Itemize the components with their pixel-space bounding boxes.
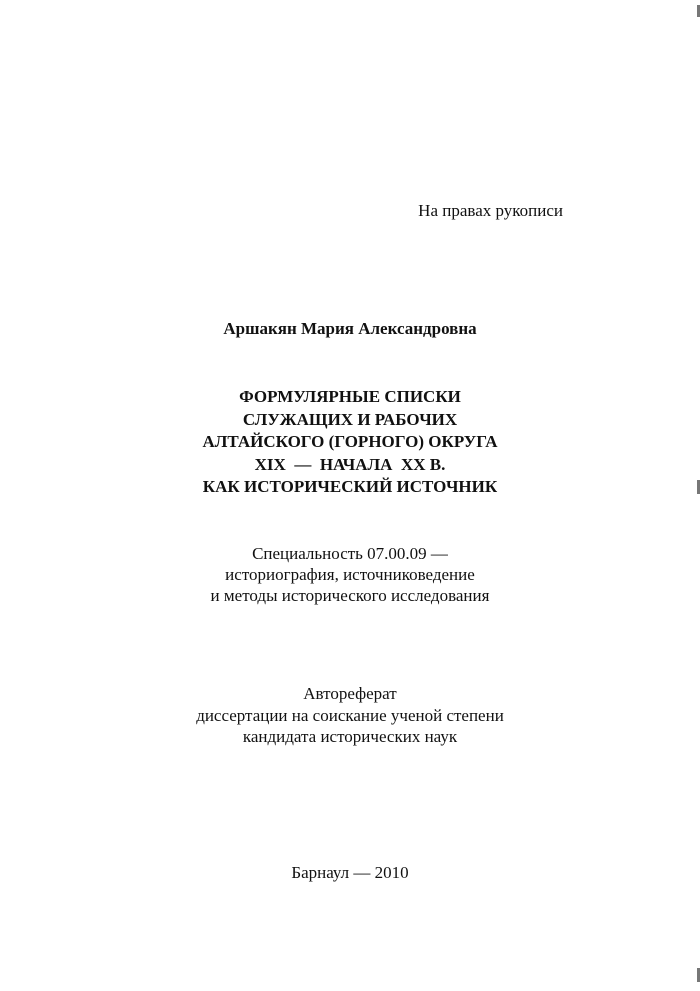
manuscript-note: На правах рукописи (418, 201, 563, 220)
specialty-line: Специальность 07.00.09 — (252, 544, 448, 563)
place-year: Барнаул — 2010 (291, 863, 409, 882)
author-name: Аршакян Мария Александровна (223, 319, 477, 338)
title-line: СЛУЖАЩИХ И РАБОЧИХ (242, 409, 458, 429)
title-line: КАК ИСТОРИЧЕСКИЙ ИСТОЧНИК (202, 477, 498, 496)
specialty-line: историография, источниковедение (225, 565, 475, 584)
title-line: XIX — НАЧАЛА XX В. (254, 454, 446, 474)
specialty-block (0, 543, 700, 606)
abstract-line: кандидата исторических наук (242, 727, 458, 746)
title-line: АЛТАЙСКОГО (ГОРНОГО) ОКРУГА (202, 432, 498, 451)
abstract-line: диссертации на соискание ученой степени (196, 705, 504, 725)
title-line: ФОРМУЛЯРНЫЕ СПИСКИ (239, 387, 461, 406)
specialty-line: и методы исторического исследования (210, 586, 490, 605)
abstract-line: Автореферат (303, 684, 397, 703)
abstract-block (0, 683, 700, 748)
dissertation-title (0, 386, 700, 499)
